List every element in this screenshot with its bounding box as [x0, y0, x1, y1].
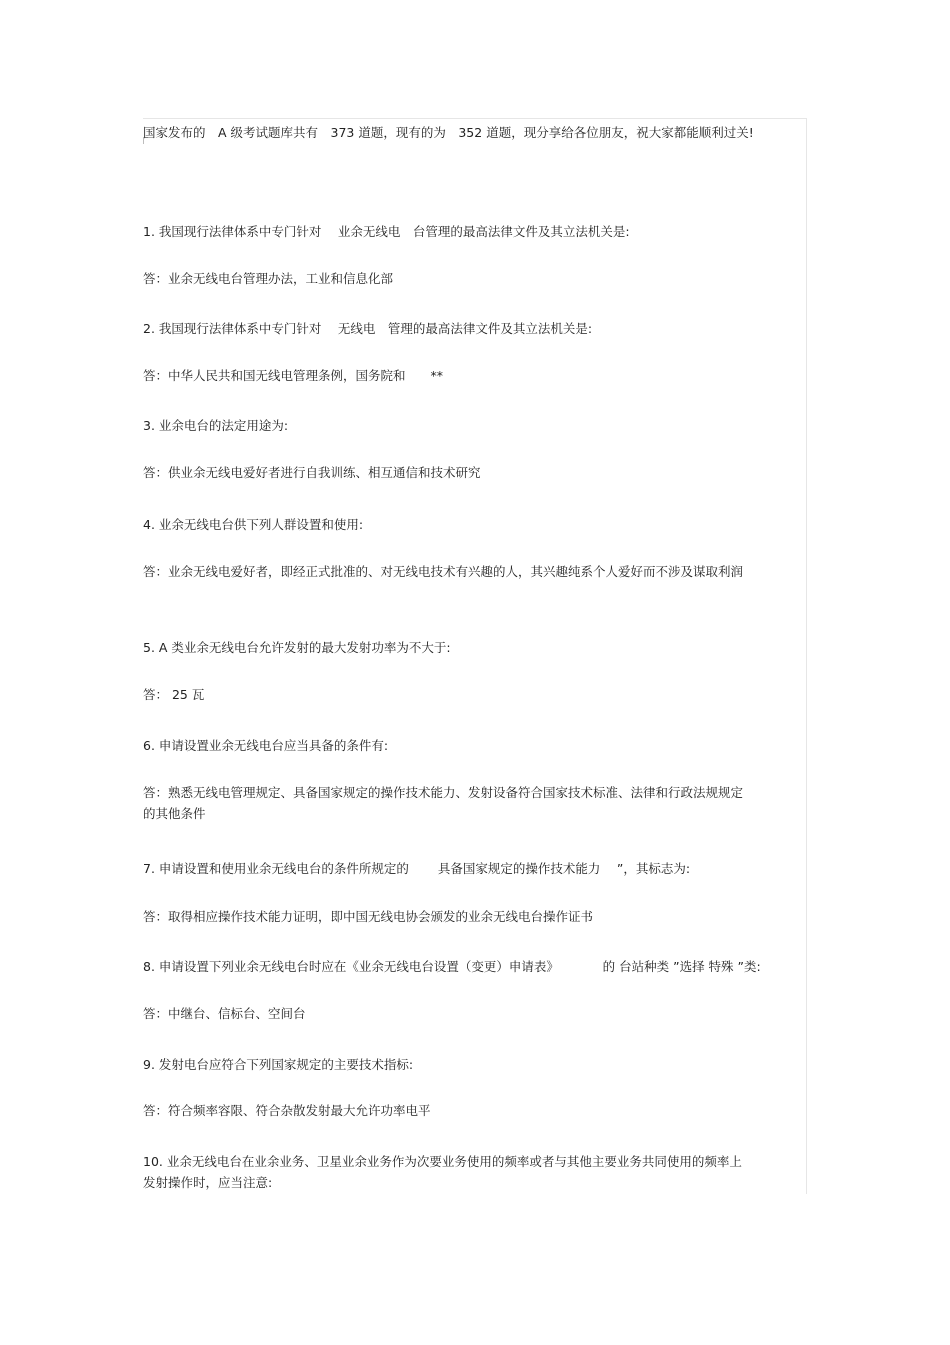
intro-text: 国家发布的 A 级考试题库共有 373 道题，现有的为 352 道题，现分享给各位朋友，祝大家都能顺利过关! — [143, 125, 754, 140]
answer-5: 答： 25 瓦 — [143, 687, 205, 702]
answer-9: 答：符合频率容限、符合杂散发射最大允许功率电平 — [143, 1103, 431, 1118]
question-1: 1. 我国现行法律体系中专门针对 业余无线电 台管理的最高法律文件及其立法机关是: — [143, 224, 630, 239]
answer-1: 答：业余无线电台管理办法，工业和信息化部 — [143, 271, 394, 286]
question-7: 7. 申请设置和使用业余无线电台的条件所规定的 具备国家规定的操作技术能力 ”，其标志为: — [143, 861, 691, 876]
question-6: 6. 申请设置业余无线电台应当具备的条件有: — [143, 738, 389, 753]
question-9: 9. 发射电台应符合下列国家规定的主要技术指标: — [143, 1057, 414, 1072]
answer-3: 答：供业余无线电爱好者进行自我训练、相互通信和技术研究 — [143, 465, 481, 480]
answer-6: 答：熟悉无线电管理规定、具备国家规定的操作技术能力、发射设备符合国家技术标准、法律和行政法规规定的其他条件 — [143, 785, 744, 821]
answer-4: 答：业余无线电爱好者，即经正式批准的、对无线电技术有兴趣的人，其兴趣纯系个人爱好而不涉及谋取利润 — [143, 564, 744, 579]
question-3: 3. 业余电台的法定用途为: — [143, 418, 289, 433]
question-5: 5. A 类业余无线电台允许发射的最大发射功率为不大于: — [143, 640, 451, 655]
answer-8: 答：中继台、信标台、空间台 — [143, 1006, 306, 1021]
answer-7: 答：取得相应操作技术能力证明，即中国无线电协会颁发的业余无线电台操作证书 — [143, 909, 594, 924]
question-8: 8. 申请设置下列业余无线电台时应在《业余无线电台设置（变更）申请表》 的 台站种类 ”选择 特殊 ”类: — [143, 959, 761, 974]
question-4: 4. 业余无线电台供下列人群设置和使用: — [143, 517, 364, 532]
question-10: 10. 业余无线电台在业余业务、卫星业余业务作为次要业务使用的频率或者与其他主要业务共同使用的频率上发射操作时，应当注意: — [143, 1154, 742, 1190]
answer-2: 答：中华人民共和国无线电管理条例，国务院和 ** — [143, 368, 444, 383]
question-2: 2. 我国现行法律体系中专门针对 无线电 管理的最高法律文件及其立法机关是: — [143, 321, 593, 336]
